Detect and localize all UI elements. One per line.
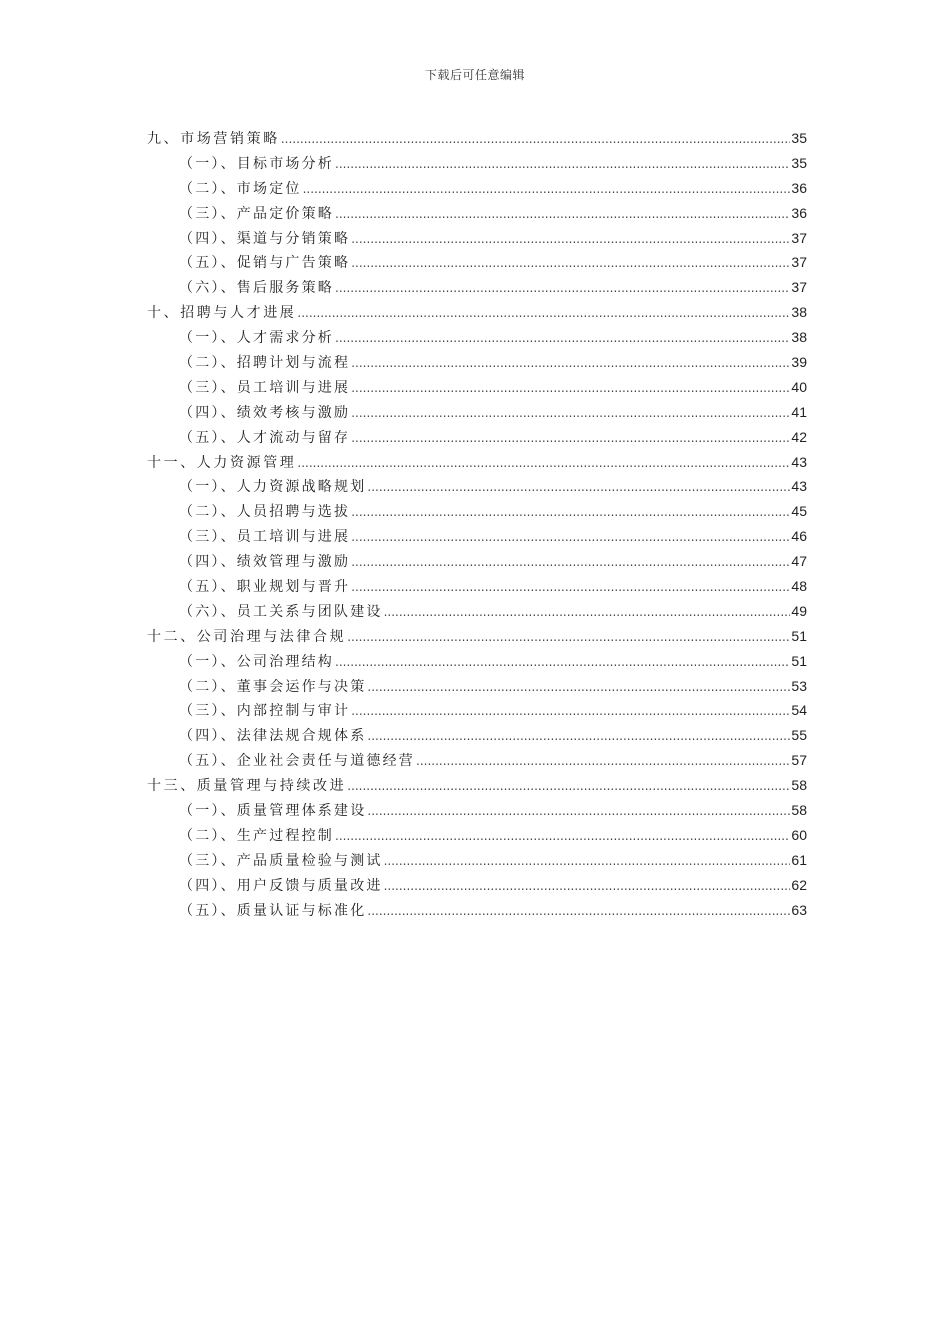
toc-entry-title: （二）、招聘计划与流程 — [179, 355, 351, 372]
toc-page-number: 55 — [791, 727, 807, 744]
toc-dot-leader — [384, 600, 791, 625]
toc-section-entry[interactable] — [147, 499, 807, 524]
toc-entry-title: （五）、促销与广告策略 — [179, 255, 351, 272]
toc-section-entry[interactable] — [147, 524, 807, 549]
toc-entry-title: （四）、渠道与分销策略 — [179, 230, 351, 247]
toc-entry-title: （三）、员工培训与进展 — [179, 529, 351, 546]
toc-page-number: 54 — [791, 702, 807, 719]
toc-section-entry[interactable] — [147, 798, 807, 823]
toc-section-entry[interactable] — [147, 325, 807, 350]
toc-page-number: 63 — [791, 901, 807, 918]
toc-entry-title: 十一、人力资源管理 — [147, 454, 297, 471]
toc-page-number: 37 — [791, 229, 807, 246]
toc-section-entry[interactable] — [147, 275, 807, 300]
toc-dot-leader — [335, 202, 790, 227]
toc-page-number: 49 — [791, 602, 807, 619]
toc-dot-leader — [303, 177, 791, 202]
toc-entry-title: （五）、质量认证与标准化 — [179, 902, 367, 919]
toc-dot-leader — [347, 774, 790, 799]
toc-page-number: 36 — [791, 204, 807, 221]
toc-entry-title: 十、招聘与人才进展 — [147, 305, 297, 322]
toc-dot-leader — [367, 475, 790, 500]
toc-page-number: 35 — [791, 130, 807, 146]
toc-section-entry[interactable] — [147, 375, 807, 400]
toc-dot-leader — [351, 426, 790, 451]
toc-section-entry[interactable] — [147, 350, 807, 375]
toc-entry-title: 九、市场营销策略 — [147, 131, 280, 147]
toc-dot-leader — [351, 525, 790, 550]
toc-page-number: 41 — [791, 403, 807, 420]
toc-dot-leader — [335, 276, 790, 301]
toc-dot-leader — [367, 799, 790, 824]
toc-page-number: 38 — [791, 304, 807, 321]
toc-dot-leader — [347, 625, 790, 650]
toc-entry-title: （一）、目标市场分析 — [179, 155, 334, 172]
toc-page-number: 58 — [791, 802, 807, 819]
toc-page-number: 48 — [791, 578, 807, 595]
toc-entry-title: （一）、人力资源战略规划 — [179, 479, 367, 496]
toc-page-number: 62 — [791, 876, 807, 893]
toc-entry-title: （一）、人才需求分析 — [179, 330, 334, 347]
toc-entry-title: 十三、质量管理与持续改进 — [147, 778, 347, 795]
toc-chapter-entry[interactable] — [147, 126, 807, 151]
toc-dot-leader — [351, 351, 790, 376]
toc-section-entry[interactable] — [147, 201, 807, 226]
toc-page-number: 46 — [791, 528, 807, 545]
toc-page-number: 57 — [791, 752, 807, 769]
toc-dot-leader — [351, 550, 790, 575]
toc-entry-title: （五）、企业社会责任与道德经营 — [179, 753, 415, 770]
toc-dot-leader — [351, 251, 790, 276]
toc-dot-leader — [416, 749, 790, 774]
toc-entry-title: （六）、员工关系与团队建设 — [179, 603, 383, 620]
toc-page-number: 39 — [791, 354, 807, 371]
toc-entry-title: （一）、质量管理体系建设 — [179, 803, 367, 820]
toc-section-entry[interactable] — [147, 176, 807, 201]
toc-page-number: 40 — [791, 378, 807, 395]
page-header: 下载后可任意编辑 — [424, 68, 525, 82]
toc-section-entry[interactable] — [147, 250, 807, 275]
toc-page-number: 47 — [791, 553, 807, 570]
toc-section-entry[interactable] — [147, 674, 807, 699]
toc-dot-leader — [297, 301, 790, 326]
toc-dot-leader — [367, 675, 790, 700]
toc-dot-leader — [367, 899, 790, 924]
toc-entry-title: （四）、法律法规合规体系 — [179, 728, 367, 745]
toc-entry-title: 十二、公司治理与法律合规 — [147, 628, 347, 645]
toc-page-number: 60 — [791, 826, 807, 843]
toc-section-entry[interactable] — [147, 474, 807, 499]
toc-dot-leader — [351, 227, 790, 252]
toc-section-entry[interactable] — [147, 425, 807, 450]
toc-entry-title: （四）、用户反馈与质量改进 — [179, 877, 383, 894]
toc-page-number: 38 — [791, 329, 807, 346]
toc-dot-leader — [384, 849, 791, 874]
toc-entry-title: （三）、产品质量检验与测试 — [179, 852, 383, 869]
toc-section-entry[interactable] — [147, 226, 807, 251]
toc-dot-leader — [297, 451, 790, 476]
toc-page-number: 35 — [791, 154, 807, 171]
toc-dot-leader — [367, 724, 790, 749]
toc-entry-title: （一）、公司治理结构 — [179, 653, 334, 670]
toc-page-number: 37 — [791, 279, 807, 296]
toc-section-entry[interactable] — [147, 848, 807, 873]
toc-entry-title: （二）、生产过程控制 — [179, 827, 334, 844]
toc-page-number: 43 — [791, 478, 807, 495]
toc-page-number: 53 — [791, 677, 807, 694]
toc-section-entry[interactable] — [147, 823, 807, 848]
toc-entry-title: （二）、董事会运作与决策 — [179, 678, 367, 695]
toc-dot-leader — [335, 824, 790, 849]
toc-dot-leader — [351, 699, 790, 724]
toc-dot-leader — [335, 326, 790, 351]
toc-page-number: 61 — [791, 851, 807, 868]
toc-entry-title: （二）、人员招聘与选拔 — [179, 504, 351, 521]
toc-page-number: 51 — [791, 652, 807, 669]
toc-chapter-entry[interactable] — [147, 450, 807, 475]
toc-entry-title: （五）、人才流动与留存 — [179, 429, 351, 446]
toc-dot-leader — [351, 401, 790, 426]
toc-dot-leader — [281, 127, 791, 152]
toc-entry-title: （六）、售后服务策略 — [179, 280, 334, 297]
toc-dot-leader — [335, 152, 790, 177]
toc-chapter-entry[interactable] — [147, 773, 807, 798]
toc-section-entry[interactable] — [147, 698, 807, 723]
toc-page-number: 45 — [791, 503, 807, 520]
toc-dot-leader — [351, 575, 790, 600]
toc-chapter-entry[interactable] — [147, 300, 807, 325]
toc-entry-title: （四）、绩效管理与激励 — [179, 554, 351, 571]
toc-page-number: 37 — [791, 254, 807, 271]
table-of-contents — [147, 126, 807, 923]
toc-section-entry[interactable] — [147, 898, 807, 923]
toc-section-entry[interactable] — [147, 400, 807, 425]
toc-entry-title: （三）、员工培训与进展 — [179, 379, 351, 396]
toc-section-entry[interactable] — [147, 599, 807, 624]
toc-entry-title: （三）、产品定价策略 — [179, 205, 334, 222]
toc-dot-leader — [384, 874, 791, 899]
toc-entry-title: （三）、内部控制与审计 — [179, 703, 351, 720]
toc-dot-leader — [351, 500, 790, 525]
toc-page-number: 36 — [791, 179, 807, 196]
toc-dot-leader — [351, 376, 790, 401]
toc-section-entry[interactable] — [147, 873, 807, 898]
toc-section-entry[interactable] — [147, 748, 807, 773]
toc-entry-title: （四）、绩效考核与激励 — [179, 404, 351, 421]
toc-section-entry[interactable] — [147, 574, 807, 599]
toc-section-entry[interactable] — [147, 549, 807, 574]
toc-page-number: 51 — [791, 627, 807, 644]
toc-section-entry[interactable] — [147, 649, 807, 674]
toc-page-number: 43 — [791, 453, 807, 470]
toc-page-number: 42 — [791, 428, 807, 445]
toc-section-entry[interactable] — [147, 723, 807, 748]
toc-chapter-entry[interactable] — [147, 624, 807, 649]
toc-entry-title: （五）、职业规划与晋升 — [179, 579, 351, 596]
toc-section-entry[interactable] — [147, 151, 807, 176]
toc-page-number: 58 — [791, 777, 807, 794]
toc-entry-title: （二）、市场定位 — [179, 180, 302, 197]
toc-dot-leader — [335, 650, 790, 675]
